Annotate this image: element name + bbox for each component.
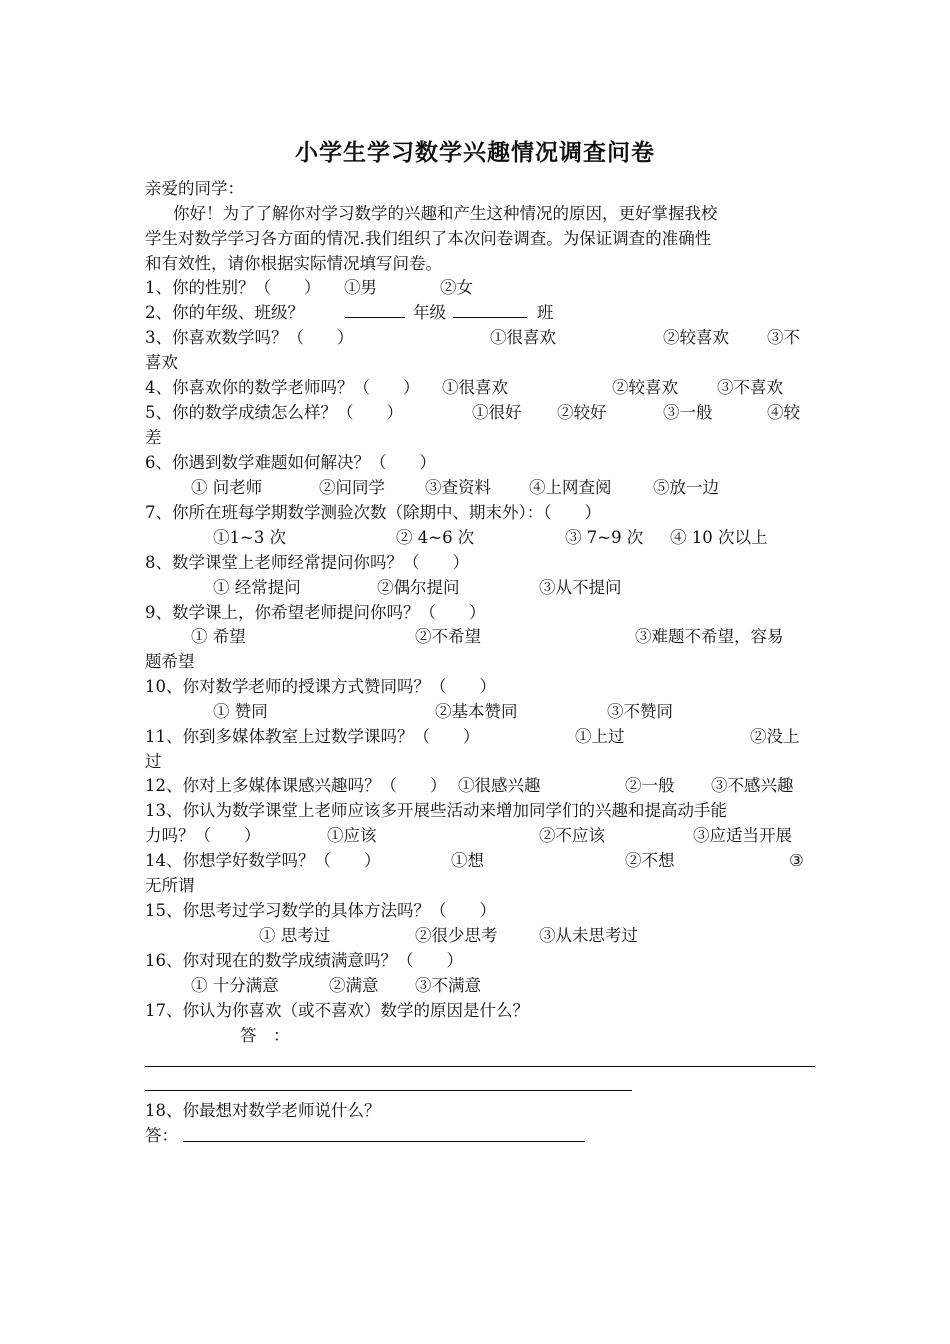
option-4[interactable]: ④上网查阅: [529, 478, 612, 497]
option-2[interactable]: ②偶尔提问: [377, 578, 460, 597]
question-16: 16、你对现在的数学成绩满意吗？（ ）: [145, 951, 463, 970]
q17-answer-line-1[interactable]: [145, 1066, 815, 1067]
class-label: 班: [537, 303, 554, 322]
option-3[interactable]: ③不感兴趣: [711, 776, 794, 795]
option-2[interactable]: ②满意: [329, 976, 379, 995]
option-2[interactable]: ② 4~6 次: [396, 528, 475, 547]
option-2[interactable]: ②没上: [750, 727, 800, 746]
question-13: 13、你认为数学课堂上老师应该多开展些活动来增加同学们的兴趣和提高动手能: [145, 801, 727, 820]
option-2[interactable]: ②不希望: [415, 627, 481, 646]
option-2[interactable]: ②一般: [625, 776, 675, 795]
q18-answer-label: 答：: [145, 1126, 178, 1145]
question-17: 17、你认为你喜欢（或不喜欢）数学的原因是什么？: [145, 1001, 529, 1020]
question-text: 1、你的性别？（ ）: [145, 278, 321, 297]
question-text: 5、你的数学成绩怎么样？（ ）: [145, 403, 403, 422]
grade-label: 年级: [413, 303, 446, 322]
option-3[interactable]: ③不满意: [415, 976, 481, 995]
intro-line-2: 学生对数学学习各方面的情况.我们组织了本次问卷调查。为保证调查的准确性: [145, 229, 712, 248]
page-title: 小学生学习数学兴趣情况调查问卷: [295, 139, 655, 166]
option-5[interactable]: ⑤放一边: [653, 478, 719, 497]
option-3[interactable]: ③从不提问: [539, 578, 622, 597]
question-15: 15、你思考过学习数学的具体方法吗？（ ）: [145, 901, 496, 920]
class-blank[interactable]: [453, 300, 527, 325]
option-1[interactable]: ① 问老师: [191, 478, 263, 497]
option-4[interactable]: ④ 10 次以上: [670, 528, 768, 547]
option-1[interactable]: ① 赞同: [213, 702, 268, 721]
question-text: 14、你想学好数学吗？（ ）: [145, 851, 381, 870]
question-text: 2、你的年级、班级？: [145, 303, 304, 322]
option-1[interactable]: ①上过: [575, 727, 625, 746]
intro-line-3: 和有效性，请你根据实际情况填写问卷。: [145, 254, 442, 273]
intro-line-1: 你好！为了了解你对学习数学的兴趣和产生这种情况的原因，更好掌握我校: [173, 204, 718, 223]
option-1[interactable]: ①1~3 次: [213, 528, 287, 547]
question-text-continued: 力吗？（ ）: [145, 826, 261, 845]
option-3[interactable]: ③应适当开展: [693, 826, 792, 845]
option-1[interactable]: ①很好: [472, 403, 522, 422]
q17-answer-label: 答 ：: [240, 1026, 290, 1045]
option-3[interactable]: ③ 7~9 次: [565, 528, 644, 547]
question-text: 3、你喜欢数学吗？（ ）: [145, 328, 354, 347]
question-8: 8、数学课堂上老师经常提问你吗？（ ）: [145, 553, 469, 572]
greeting: 亲爱的同学：: [145, 179, 244, 198]
option-2[interactable]: ②较好: [557, 403, 607, 422]
option-2[interactable]: ②较喜欢: [612, 378, 678, 397]
question-9: 9、数学课上，你希望老师提问你吗？（ ）: [145, 603, 486, 622]
option-1[interactable]: ① 经常提问: [213, 578, 301, 597]
q17-answer-line-2[interactable]: [145, 1090, 632, 1091]
question-9-wrap: 题希望: [145, 652, 195, 671]
option-2[interactable]: ②问同学: [319, 478, 385, 497]
option-1[interactable]: ①想: [451, 851, 484, 870]
option-1[interactable]: ①男: [344, 278, 377, 297]
option-1[interactable]: ① 十分满意: [191, 976, 279, 995]
question-5-wrap: 差: [145, 428, 162, 447]
option-1[interactable]: ① 希望: [191, 627, 246, 646]
option-1[interactable]: ① 思考过: [259, 926, 331, 945]
option-2[interactable]: ②女: [440, 278, 473, 297]
option-2[interactable]: ②基本赞同: [435, 702, 518, 721]
option-1[interactable]: ①很喜欢: [442, 378, 508, 397]
option-2[interactable]: ②较喜欢: [663, 328, 729, 347]
option-2[interactable]: ②不应该: [539, 826, 605, 845]
option-2[interactable]: ②不想: [625, 851, 675, 870]
option-3[interactable]: ③: [789, 851, 804, 870]
question-3-wrap: 喜欢: [145, 353, 178, 372]
question-text: 12、你对上多媒体课感兴趣吗？（ ）: [145, 776, 447, 795]
question-18: 18、你最想对数学老师说什么？: [145, 1101, 381, 1120]
option-3[interactable]: ③一般: [663, 403, 713, 422]
question-7: 7、你所在班每学期数学测验次数（除期中、期末外）：（ ）: [145, 503, 601, 522]
question-14-wrap: 无所谓: [145, 876, 195, 895]
option-3[interactable]: ③不赞同: [607, 702, 673, 721]
option-3[interactable]: ③不: [767, 328, 800, 347]
option-2[interactable]: ②很少思考: [415, 926, 498, 945]
question-6: 6、你遇到数学难题如何解决？（ ）: [145, 453, 436, 472]
option-1[interactable]: ①很喜欢: [490, 328, 556, 347]
option-3[interactable]: ③难题不希望，容易: [635, 627, 784, 646]
option-1[interactable]: ①很感兴趣: [458, 776, 541, 795]
question-text: 11、你到多媒体教室上过数学课吗？（ ）: [145, 727, 480, 746]
grade-blank[interactable]: [345, 300, 405, 325]
question-text: 4、你喜欢你的数学老师吗？（ ）: [145, 378, 420, 397]
question-11-wrap: 过: [145, 752, 162, 771]
option-1[interactable]: ①应该: [327, 826, 377, 845]
option-3[interactable]: ③不喜欢: [717, 378, 783, 397]
option-3[interactable]: ③查资料: [425, 478, 491, 497]
option-4[interactable]: ④较: [767, 403, 800, 422]
option-3[interactable]: ③从未思考过: [539, 926, 638, 945]
question-10: 10、你对数学老师的授课方式赞同吗？（ ）: [145, 677, 496, 696]
q18-answer-line[interactable]: [183, 1141, 585, 1142]
